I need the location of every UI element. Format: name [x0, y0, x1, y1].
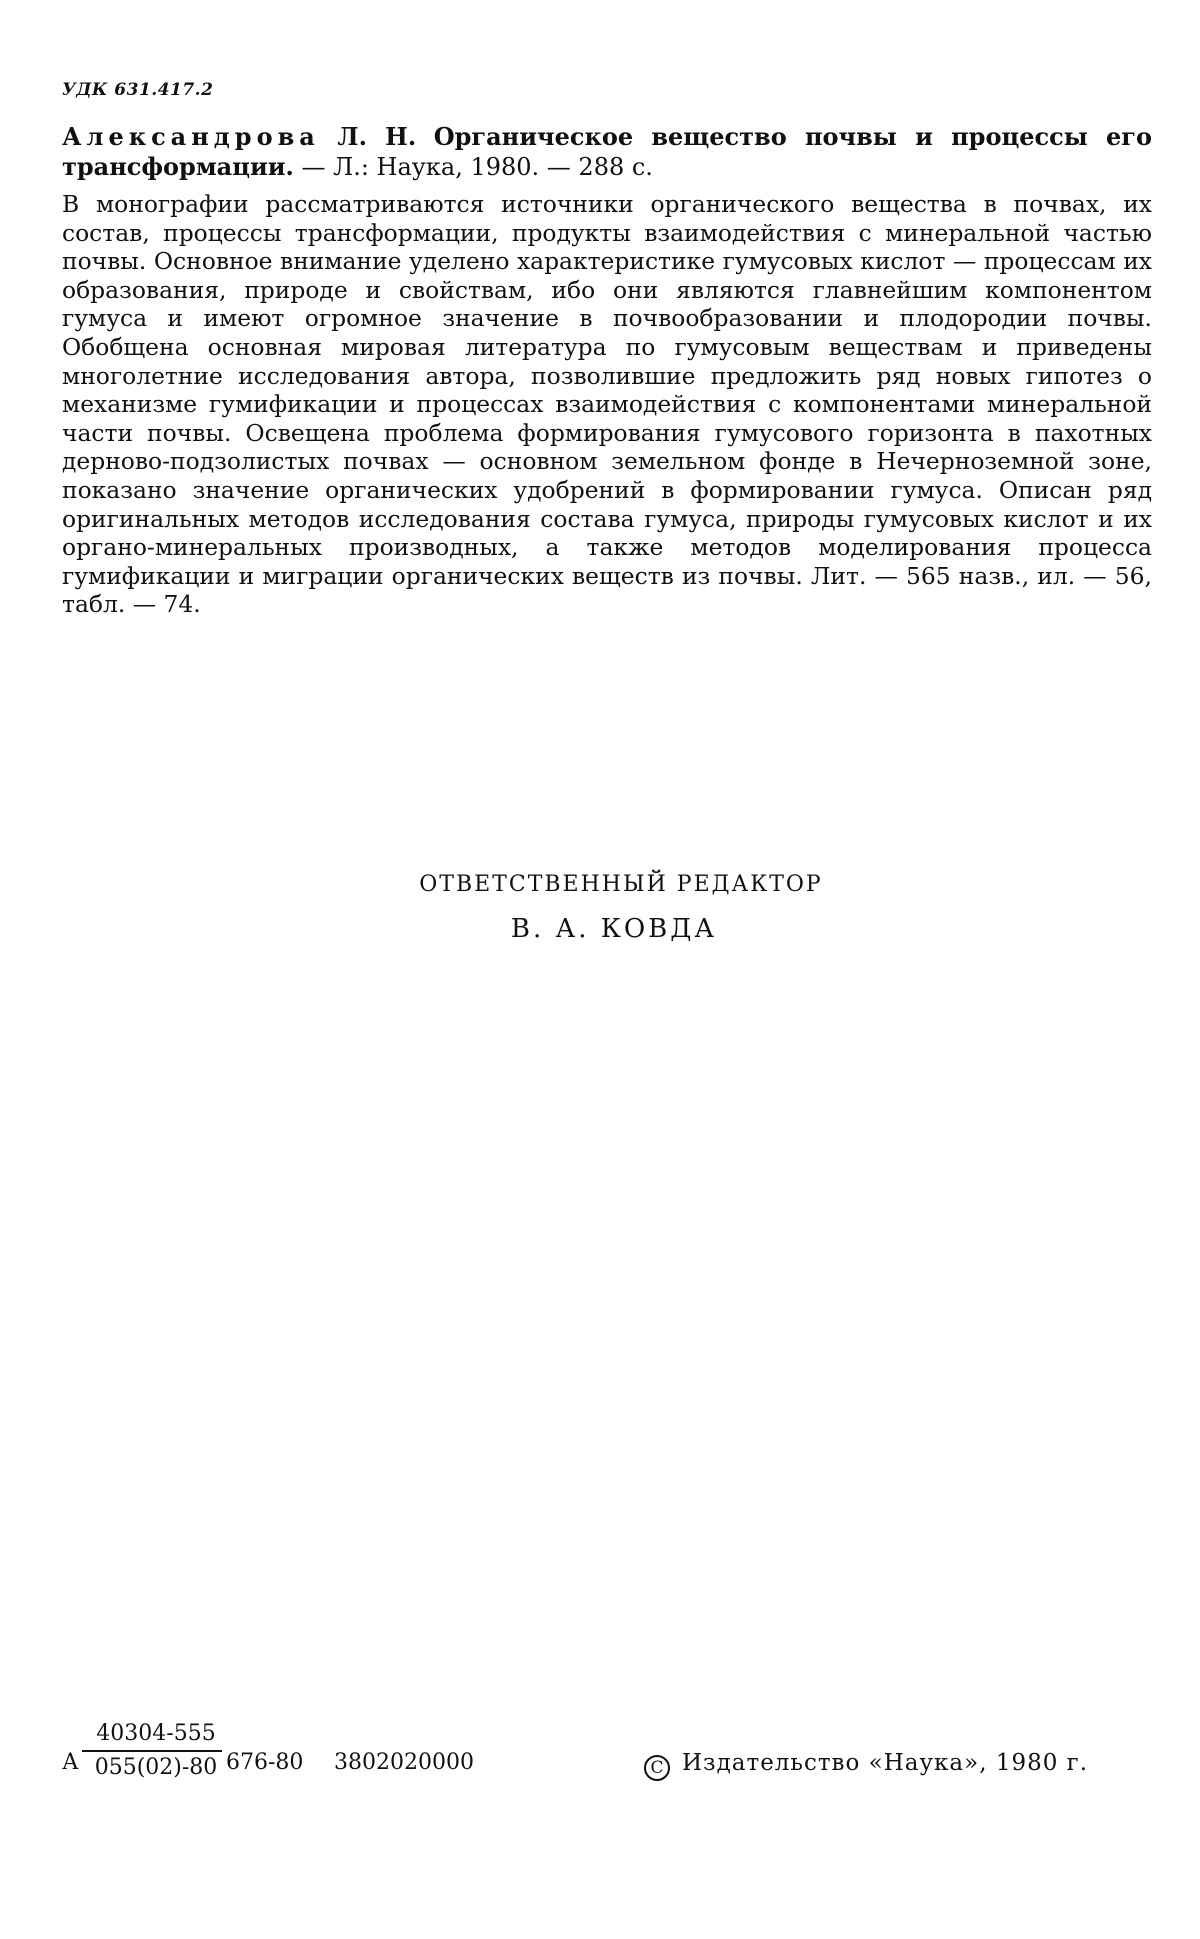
bibliographic-citation	[62, 122, 1152, 182]
udk-code: УДК 631.417.2	[62, 80, 214, 100]
fraction-line	[82, 1750, 222, 1752]
copyright-icon: C	[644, 1755, 670, 1781]
imprint-numerator: 40304-555	[96, 1721, 216, 1746]
citation-publication: — Л.: Наука, 1980. — 288 с.	[293, 153, 653, 181]
imprint-block	[62, 1720, 1152, 1800]
copyright-notice	[644, 1750, 1088, 1781]
imprint-denominator: 055(02)-80	[94, 1755, 218, 1780]
citation-author: Александрова	[62, 122, 320, 151]
citation-title: Органическое вещество почвы и процессы его трансформации.	[62, 122, 1152, 181]
copyright-text: Издательство «Наука», 1980 г.	[682, 1750, 1089, 1776]
imprint-code-1: 676-80	[226, 1750, 304, 1775]
imprint-code-2: 3802020000	[334, 1750, 474, 1775]
editor-name: В. А. КОВДА	[510, 914, 718, 944]
abstract-paragraph: В монографии рассматриваются источники органического вещества в почвах, их состав, процессы трансформации, продукты взаимодействия с минеральной частью почвы. Основное внимание уделено характеристике гумусовых кислот — процессам их образования, природе и свойствам, ибо они являются главнейшим компонентом гумуса и имеют огромное значение в почвообразовании и плодородии почвы. Обобщена основная мировая литература по гумусовым веществам и приведены многолетние исследования автора, позволившие предложить ряд новых гипотез о механизме гумификации и процессах взаимодействия с компонентами минеральной части почвы. Освещена проблема формирования гумусового горизонта в пахотных дерново-подзолистых почвах — основном земельном фонде в Нечерноземной зоне, показано значение органических удобрений в формировании гумуса. Описан ряд оригинальных методов исследования состава гумуса, природы гумусовых кислот и их органо-минеральных производных, а также методов моделирования процесса гумификации и миграции органических веществ из почвы. Лит. — 565 назв., ил. — 56, табл. — 74.	[62, 190, 1152, 619]
editor-label: ОТВЕТСТВЕННЫЙ РЕДАКТОР	[419, 872, 823, 897]
imprint-fraction	[82, 1720, 222, 1782]
citation-author-initials: Л. Н.	[337, 122, 417, 151]
imprint-letter: А	[62, 1750, 79, 1775]
